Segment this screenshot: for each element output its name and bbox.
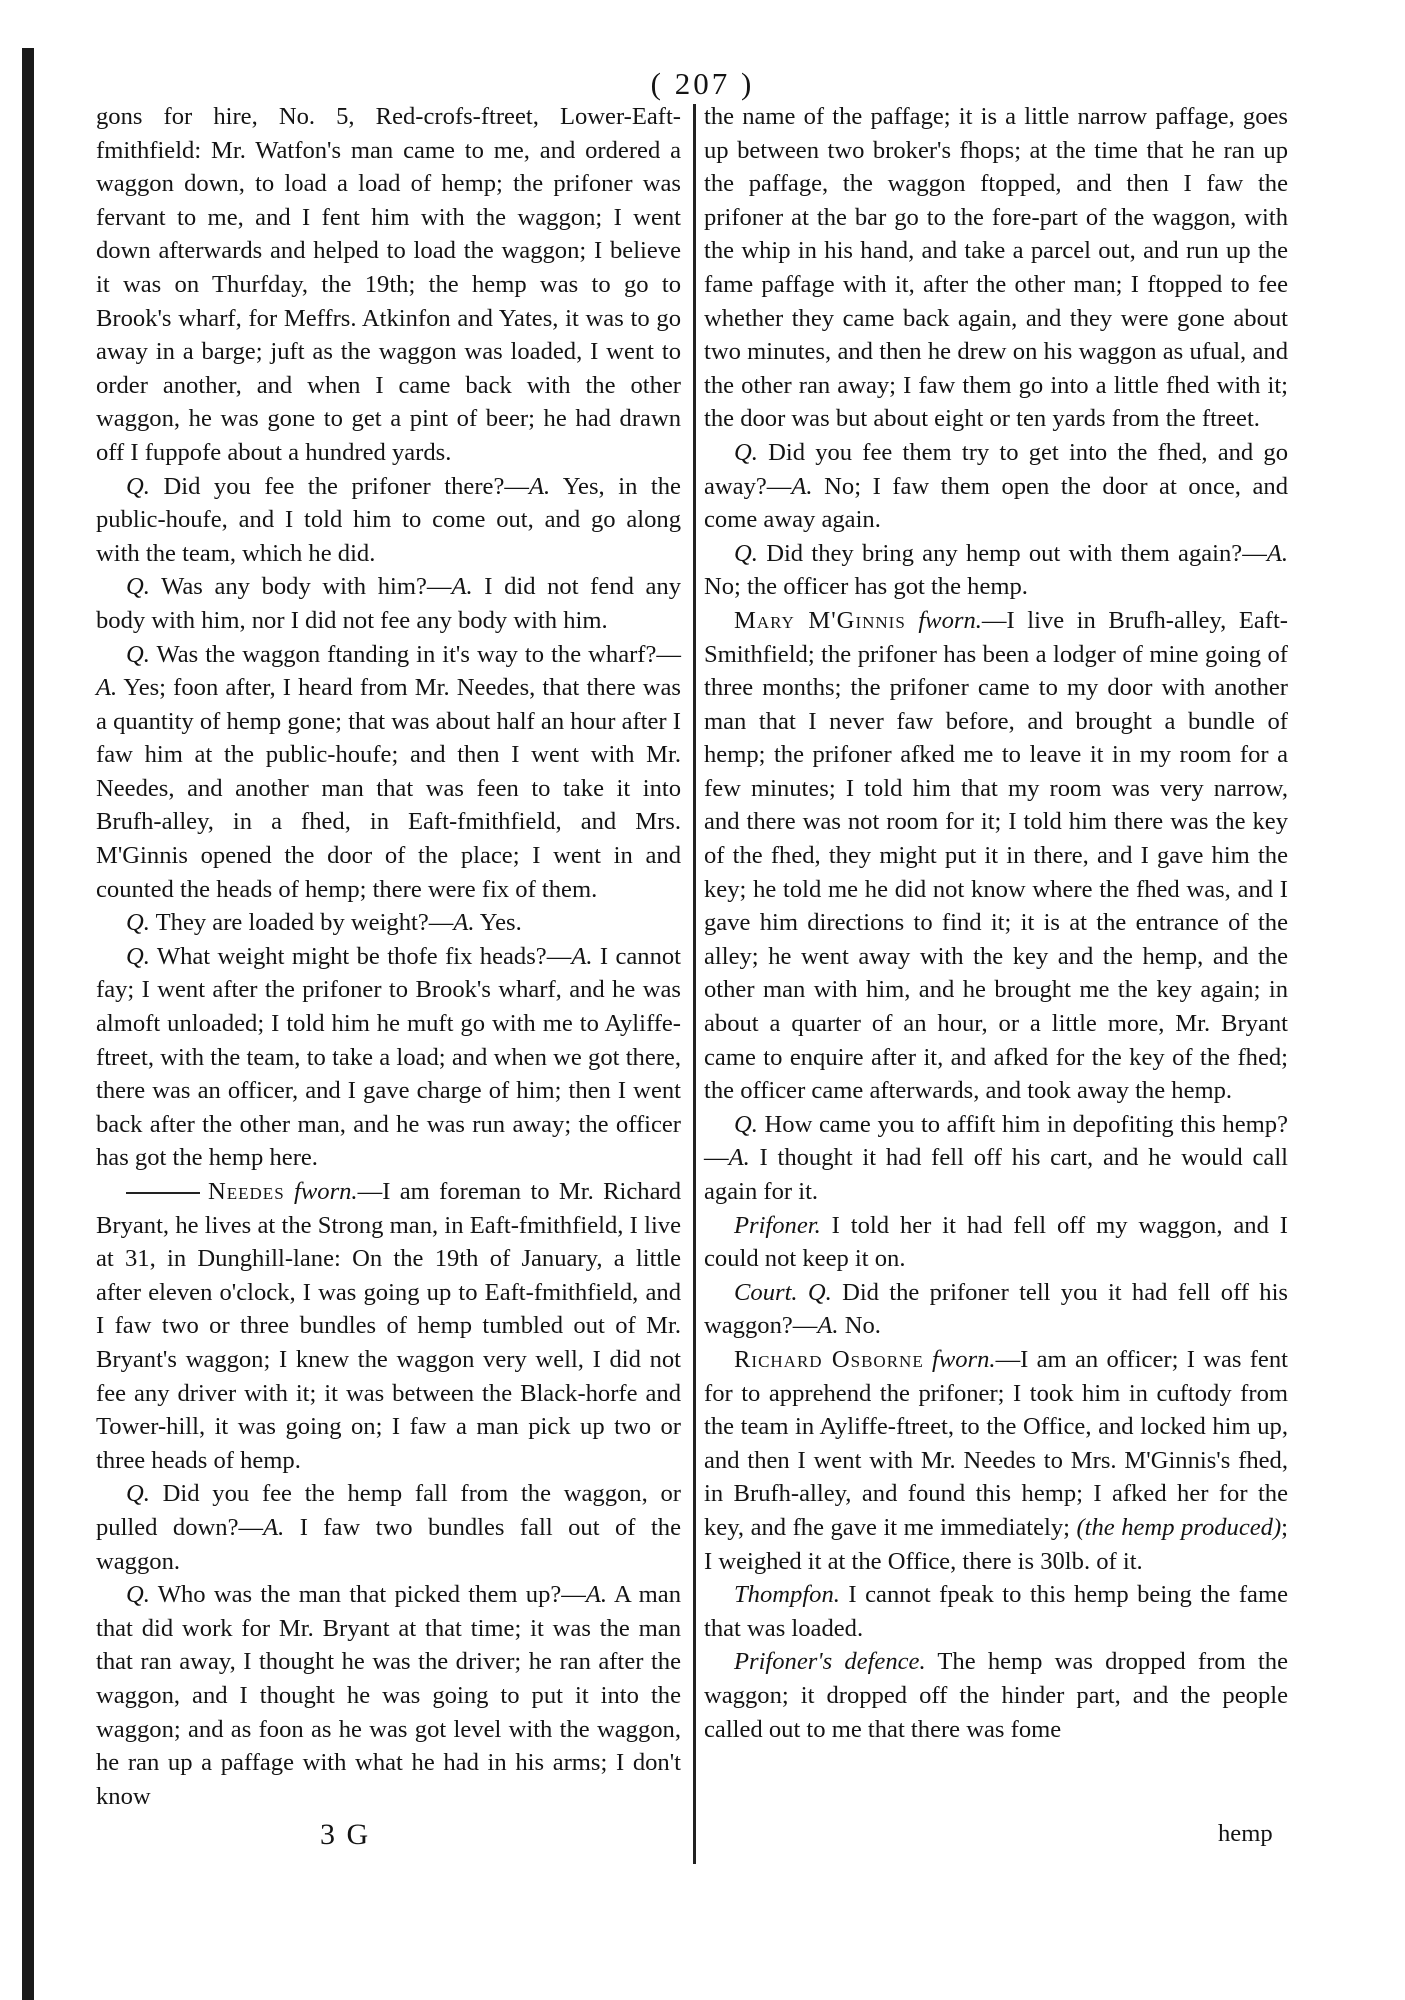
text-run: How came you to affift him in depofiting this hemp?—	[704, 1110, 1288, 1172]
text-run: The hemp was dropped from the waggon; it dropped off the hinder part, and the people called out to me that there was fome	[704, 1648, 1288, 1743]
question-answer-marker: Q.	[126, 1581, 150, 1609]
text-run: Was any body with him?—	[149, 573, 452, 601]
dash-rule	[126, 1192, 200, 1194]
witness-name: Mary M'Ginnis	[734, 606, 906, 634]
text-run	[798, 1279, 808, 1306]
paragraph	[704, 436, 1288, 537]
text-run: No.	[838, 1312, 881, 1340]
text-run: Did you fee them try to get into the fhed, and go away?—	[704, 438, 1288, 500]
italic-text: Thompfon.	[734, 1581, 840, 1609]
question-answer-marker: Q.	[126, 573, 150, 601]
text-run: I thought it had fell off his cart, and he would call again for it.	[704, 1144, 1288, 1205]
question-answer-marker: A.	[817, 1312, 839, 1340]
paragraph	[96, 1175, 681, 1477]
text-run: I told her it had fell off my waggon, and I could not keep it on.	[704, 1211, 1288, 1273]
question-answer-marker: A.	[571, 942, 593, 970]
text-run: —I am an officer; I was fent for to apprehend the prifoner; I took him in cuftody from the team in Ayliffe-ftreet, to the Office, and locked him up, and then I went with Mr. Needes to Mrs. M'Ginnis's fhed, in Brufh-alley, and found this hemp; I afked her for the key, and fhe gave it me immediately;	[704, 1345, 1288, 1541]
paragraph	[96, 100, 681, 470]
text-run: Yes, in the public-houfe, and I told him to come out, and go along with the team, which he did.	[96, 472, 681, 567]
paragraph	[96, 906, 681, 940]
text-run: Was the waggon ftanding in it's way to the wharf?—	[149, 640, 681, 668]
paragraph	[96, 470, 681, 571]
text-run: the name of the paffage; it is a little narrow paffage, goes up between two broker's fhops; at the time that he ran up the paffage, the waggon ftopped, and then I faw the prifoner at the bar go to the fore-part of the waggon, with the whip in his hand, and take a parcel out, and run up the fame paffage with it, after the other man; I ftopped to fee whether they came back again, and they were gone about two minutes, and then he drew on his waggon as ufual, and the other ran away; I faw them go into a little fhed with it; the door was but about eight or ten yards from the ftreet.	[704, 103, 1288, 433]
text-run: Yes; foon after, I heard from Mr. Needes, that there was a quantity of hemp gone; that was about half an hour after I faw him at the public-houfe; and then I went with Mr. Needes, and another man that was feen to take it into Brufh-alley, in a fhed, in Eaft-fmithfield, and Mrs. M'Ginnis opened the door of the place; I went in and counted the heads of hemp; there were fix of them.	[96, 674, 681, 903]
text-run	[906, 607, 919, 634]
question-answer-marker: A.	[453, 909, 475, 937]
text-run: A man that did work for Mr. Bryant at that time; it was the man that ran away, I thought he was the driver; he ran after the waggon, and I thought he was going to put it into the waggon; and as foon as he was got level with the waggon, he ran up a paffage with what he had in his arms; I don't know	[96, 1581, 681, 1810]
text-run: I cannot fpeak to this hemp being the fame that was loaded.	[704, 1581, 1288, 1642]
italic-text: (the hemp produced)	[1076, 1513, 1282, 1541]
text-run: I did not fend any body with him, nor I did not fee any body with him.	[96, 573, 681, 634]
question-answer-marker: Q.	[126, 1480, 150, 1508]
question-answer-marker: Q.	[734, 539, 758, 567]
page-number: ( 207 )	[650, 66, 755, 101]
question-answer-marker: Q.	[126, 472, 150, 500]
italic-text: Prifoner's defence.	[734, 1648, 926, 1676]
text-run: I cannot fay; I went after the prifoner to Brook's wharf, and he was almoft unloaded; I told him he muft go with me to Ayliffe-ftreet, with the team, to take a load; and when we got there, there was an officer, and I gave charge of him; then I went back after the other man, and he was run away; the officer has got the hemp here.	[96, 942, 681, 1172]
signature-mark: 3 G	[320, 1818, 371, 1851]
text-run: No; I faw them open the door at once, and come away again.	[704, 472, 1288, 534]
scan-edge-shadow	[22, 48, 34, 2000]
text-run: Yes.	[474, 909, 522, 937]
question-answer-marker: Q.	[126, 909, 150, 937]
paragraph	[96, 570, 681, 637]
text-run: Did they bring any hemp out with them again?—	[757, 539, 1267, 567]
paragraph	[96, 1477, 681, 1578]
text-run: Who was the man that picked them up?—	[149, 1581, 586, 1609]
question-answer-marker: A.	[451, 573, 473, 601]
paragraph	[704, 537, 1288, 604]
question-answer-marker: A.	[263, 1513, 285, 1541]
paragraph	[704, 1209, 1288, 1276]
paragraph	[704, 1645, 1288, 1746]
question-answer-marker: A.	[528, 472, 551, 500]
right-column	[704, 100, 1288, 1746]
italic-text: fworn.	[294, 1178, 358, 1205]
question-answer-marker: Q.	[126, 942, 150, 970]
question-answer-marker: A.	[1266, 539, 1288, 567]
question-answer-marker: Q.	[807, 1278, 832, 1306]
paragraph	[96, 638, 681, 907]
italic-text: Prifoner.	[734, 1211, 821, 1239]
italic-text: Court.	[734, 1278, 798, 1306]
question-answer-marker: A.	[585, 1581, 608, 1609]
paragraph	[704, 1578, 1288, 1645]
italic-text: fworn.	[932, 1345, 996, 1373]
paragraph	[704, 1343, 1288, 1578]
text-run: —I am foreman to Mr. Richard Bryant, he lives at the Strong man, in Eaft-fmithfield, I live at 31, in Dunghill-lane: On the 19th of January, a little after eleven o'clock, I was going up to Eaft-fmithfield, and I faw two or three bundles of hemp tumbled out of Mr. Bryant's waggon; I knew the waggon very well, I did not fee any driver with it; it was between the Black-horfe and Tower-hill, it was going on; I faw a man pick up two or three heads of hemp.	[96, 1178, 681, 1474]
question-answer-marker: A.	[728, 1144, 750, 1172]
text-run: Did the prifoner tell you it had fell off his waggon?—	[704, 1278, 1288, 1340]
text-run: What weight might be thofe fix heads?—	[149, 942, 572, 970]
left-column	[96, 100, 681, 1813]
catchword: hemp	[1218, 1820, 1273, 1847]
text-run	[924, 1346, 932, 1373]
text-run: I faw two bundles fall out of the waggon.	[96, 1513, 681, 1575]
text-run: No; the officer has got the hemp.	[704, 573, 1028, 601]
witness-name: Needes	[208, 1178, 285, 1205]
text-run: Did you fee the hemp fall from the waggon, or pulled down?—	[96, 1480, 681, 1541]
text-run: They are loaded by weight?—	[149, 909, 454, 937]
paragraph	[704, 100, 1288, 436]
question-answer-marker: Q.	[126, 640, 150, 668]
italic-text: fworn.	[918, 606, 982, 634]
question-answer-marker: Q.	[734, 438, 758, 466]
text-run: ; I weighed it at the Office, there is 30lb. of it.	[704, 1513, 1289, 1575]
question-answer-marker: A.	[791, 472, 813, 500]
column-divider	[693, 104, 696, 1864]
paragraph	[704, 604, 1288, 1108]
text-run	[285, 1178, 294, 1205]
paragraph	[96, 940, 681, 1175]
text-run: gons for hire, No. 5, Red-crofs-ftreet, Lower-Eaft-fmithfield: Mr. Watfon's man came to me, and ordered a waggon down, to load a load of hemp; the prifoner was fervant to me, and I fent him with the waggon; I went down afterwards and helped to load the waggon; I believe it was on Thurfday, the 19th; the hemp was to go to Brook's wharf, for Meffrs. Atkinfon and Yates, it was to go away in a barge; juft as the waggon was loaded, I went to order another, and when I came back with the other waggon, he was gone to get a pint of beer; he had drawn off I fuppofe about a hundred yards.	[96, 103, 681, 466]
paragraph	[704, 1108, 1288, 1209]
witness-name: Richard Osborne	[734, 1345, 924, 1373]
paragraph	[704, 1276, 1288, 1343]
paragraph	[96, 1578, 681, 1813]
text-run: Did you fee the prifoner there?—	[149, 472, 529, 500]
text-run: —I live in Brufh-alley, Eaft-Smithfield; the prifoner has been a lodger of mine going of three months; the prifoner came to my door with another man that I never faw before, and brought a bundle of hemp; the prifoner afked me to leave it in my room for a few minutes; I told him that my room was very narrow, and there was not room for it; I told him there was the key of the fhed, they might put it in there, and I gave him the key; he told me he did not know where the fhed was, and I gave him directions to find it; it is at the entrance of the alley; he went away with the key and the hemp, and the other man with him, and he brought me the key again; in about a quarter of an hour, or a little more, Mr. Bryant came to enquire after it, and afked for the key of the fhed; the officer came afterwards, and took away the hemp.	[704, 606, 1288, 1105]
question-answer-marker: Q.	[734, 1110, 758, 1138]
question-answer-marker: A.	[96, 674, 118, 702]
